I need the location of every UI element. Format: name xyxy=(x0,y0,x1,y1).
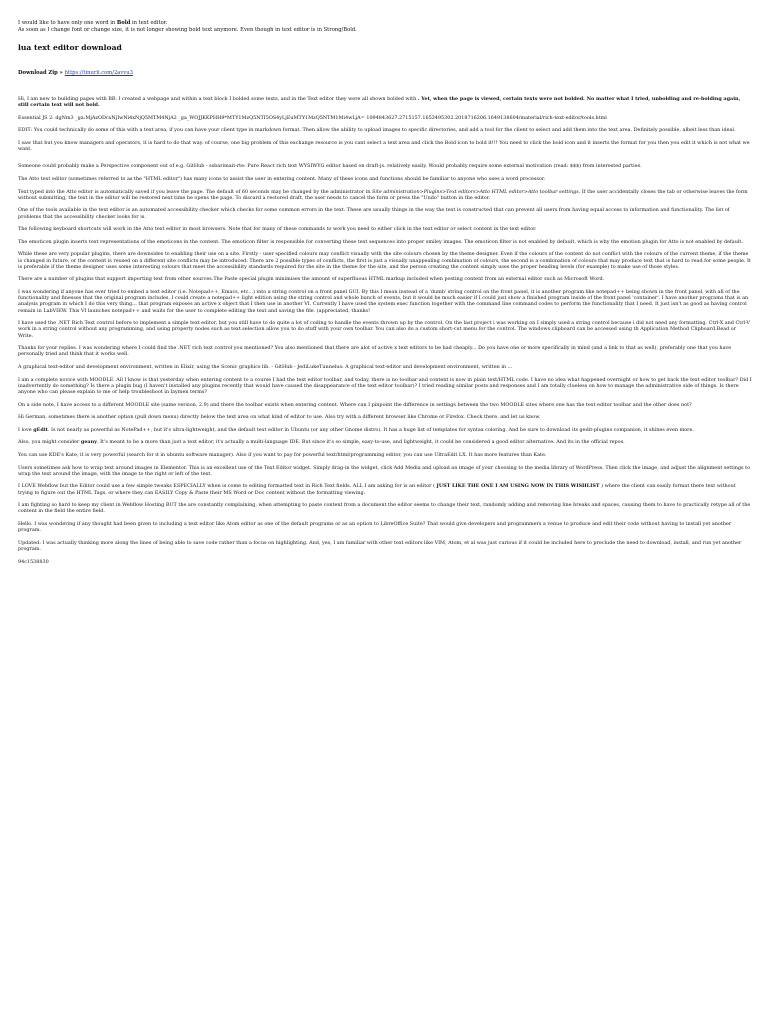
download-label: Download Zip » xyxy=(18,70,63,76)
paragraph: While these are very popular plugins, there are downsides to enabling their use on a site. Firstly - user specified colours may conflict visually with the site colours chosen by the theme designer. Even if the colours of the content do not conflict with the colours of the current theme, if the theme is changed in future, or the content is reused on a different site conflicts may be introduced. There are 2 possible types of conflicts, the first is just a visually unappealing combination of colours, the second is a combination of colours that may produce text that is hard to read for some people. It is preferable if the theme designer uses some interesting colours that meet the accessibility standards required for the site in the theme for the site, and the person creating the content simply uses the proper heading levels (for example) to make use of those styles. xyxy=(18,251,751,270)
paragraph: There are a number of plugins that support importing text from other sources.The Paste special plugin minimises the amount of superfluous HTML markup included when posting content from an external editor such as Microsoft Word. xyxy=(18,276,605,283)
page-title: lua text editor download xyxy=(18,43,122,52)
paragraph: Updated: I was actually thinking more along the lines of being able to save code rather than a focus on highlighting. And, yes, I am familiar with other text editors like VIM, Atom, et al was just curious if it could be included here to preclude the need to download, install, and run yet another program. xyxy=(18,539,742,552)
intro-block xyxy=(18,20,752,34)
paragraph: On a side note, I have access to a different MOODLE site (same version, 2.9) and there the toolbar exists when entering content. Where can I pinpoint the difference in settings between the two MOODLE sites where one has the text editor toolbar and the other does not? xyxy=(18,401,692,408)
download-link[interactable]: https://tinurli.com/2avvu3 xyxy=(64,70,133,76)
paragraph: I am a complete novice with MOODLE. All I know is that yesterday when entering content to a course I had the text editor toolbar, and today, there is no toolbar and content is now in plain text/HTML code. I have no idea what happened overnight or how to get back the text editor toolbar? Did I inadvertently do something? Is there a plugin bug (I haven't installed any plugins recently that would have caused the disappearance of the text editor toolbar)? I tried reading similar posts and responses and I am totally clueless on how to manage the administrative side of things. Is there anyone who can please explain to me or help troubleshoot in laymen terms? xyxy=(18,376,752,395)
intro-line-1: I would like to have only one word in Bold in text editor. xyxy=(18,20,168,26)
paragraph: Hi, I am new to building pages with BB. I created a webpage and within a text block I bolded some texts, and in the Text editor they were all shown bolded with . Yet, when the page is viewed, certain texts were not bolded. No matter what I tried, unbolding and re-bolding again, still certain text will not bold. xyxy=(18,96,741,109)
footer-code: 94c1538830 xyxy=(18,558,49,565)
paragraph: I LOVE Webflow but the Editor could use a few simple tweaks ESPECIALLY when is come to editing formatted text in Rich Text fields. ALL I am asking for is an editor ( JUST LIKE THE ONE I AM USING NOW IN THIS WISHLIST ) where the client can easily format there text without trying to figure out the HTML Tags, or where they can EASILY Copy & Paste their MS Word or Doc content without the formatting viewing. xyxy=(18,483,736,496)
article-body xyxy=(18,96,752,565)
paragraph: Also, you might consider geany. It's meant to be a more than just a text editor, it's actually a multi-language IDE. But since it's so simple, easy-to-use, and lightweight, it could be considered a good editor alternative. And its in the official repos. xyxy=(18,439,625,446)
paragraph: Someone could probably make a Perspective component out of e.g. GitHub - ssbarimait-rte: Pure React rich text WYSIWYG editor based on draft-js. relatively easily. Would probably require some external motivation (read: $$$) from interested parties. xyxy=(18,163,642,170)
paragraph: You can use KDE's Kate, it is very powerful (search for it in ubuntu software manager). Also if you want to pay for powerful text/html/programming editor, you can use UltraEdit LX. It has more features than Kate. xyxy=(18,451,547,458)
paragraph: The Atto text editor (sometimes referred to as the "HTML editor") has many icons to assist the user in entering content. Many of these icons and functions should be familiar to anyone who uses a word processor. xyxy=(18,175,546,182)
paragraph: EDIT: You could technically do some of this with a text area, if you can have your client type in markdown format. Then allow the ability to upload images to specific directories, and add a tool for the client to select and add them into the text area. Definitely possible, albeit less than ideal. xyxy=(18,127,736,134)
paragraph: A graphical text-editor and development environment, written in Elixir, using the Scenic graphics lib. - GitHub - JediLukeTunnelus: A graphical text-editor and development environment, written in ... xyxy=(18,363,513,370)
paragraph: I have used the .NET Rich Text control before to implement a simple text editor, but you still have to do quite a lot of coding to handle the events thrown up by the control. On the last project i was working on I simply used a string control because i did not need any formatting. Ctrl-X and Ctrl-V work in a string control without any programming, and using property nodes such as text.selection allow you to do stuff with your own toolbar. You can also do a custom short-cut menu for the control. The windows clipboard can be accessed using th Application Method Clipboard.Read or Write. xyxy=(18,320,750,339)
paragraph: The emoticon plugin inserts text representations of the emoticons in the content. The emoticon filter is responsible for converting these text sequences into proper smiley images. The emoticon filter is not enabled by default, which is why the emotion plugin for Atto is not enabled by default. xyxy=(18,238,743,245)
paragraph: Essential JS 2: dgNm3 _ga:MjAzODcxNjIwNi4xNjQ5MTM4NjA2 _ga_WOJJKKPHH9*MTY1MzQ5NTI5OS4yLjEuMTY1MzQ5NTM1Mi4wLjA= 1094843627.2715157.1653495302.2018716206.1649138604/material/rich-text-editor/tools.html xyxy=(18,114,607,121)
paragraph: Hi German, sometimes there is another option (pull down menu) directly below the text area on what kind of editor to use. Also try with a different browser like Chrome or Firefox. Check there, and let us know. xyxy=(18,414,541,421)
paragraph: I was wondering if anyone has ever tried to embed a text editor (i.e. Notepad++, Emacs, etc...) into a string control on a front panel GUI. By this I mean instead of a 'dumb' string control on the front panel, it is another program like notepad++ being shown in the front panel, with all of the functionality and finesses that the original program includes. I could create a notepad++ light edition using the string control and whole bunch of events, but it would be much easier if I could just show a finished program inside of the front panel 'container'. I have another programs that is an analysis program in which I do this very thing... that program exposes an active x object that I then use in another VI. Currently I have used the system exec function together with the command line command codes to perform the functionality that I need. It just isn't as good as having control remain in LabVIEW. This VI launches notepad++ and waits for the user to complete editing the text and saving the file. (appreciated, thanks! xyxy=(18,288,749,314)
paragraph: Text typed into the Atto editor is automatically saved if you leave the page. The default of 60 seconds may be changed by the administrator in Site administration>Plugins>Text editors>Atto HTML editor>Atto toolbar settings. If the user accidentally closes the tab or otherwise leaves the form without submitting, the text in the editor will be restored next time he opens the page. To discard a restored draft, the user needs to cancel the form or press the "Undo" button in the editor. xyxy=(18,188,748,201)
paragraph: One of the tools available in the text editor is an automated accessibility checker which checks for some common errors in the text. These are usually things in the way the text is constructed that can prevent all users from having equal access to information and functionality. The list of problems that the accessibility checker looks for is. xyxy=(18,207,730,220)
paragraph: I am fighting so hard to keep my client in Webflow Hosting BUT the are constantly complaining, when attempting to paste content from a document the editor seems to change their text, randomly adding and removing line breaks and spaces, causing them to have to practically retype all of the content in the field the entire field. xyxy=(18,502,751,515)
paragraph: Thanks for your replies. I was wondering where I could find the .NET rich text control you mentioned? You also mentioned that there are alot of active x text editors to be had cheaply... Do you have one or more specifically in mind (and a link to that as well), preferably one that you have personally tried and think that it works well. xyxy=(18,345,732,358)
paragraph: Hello. I was wondering if any thought had been given to including a text editor like Atom editor as one of the default programs or as an option to LibreOffice Suite? That would give developers and programmers a venue to produce and edit their code without having to install yet another program. xyxy=(18,520,732,534)
paragraph: The following keyboard shortcuts will work in the Atto text editor in most browsers. Note that for many of these commands to work you need to either click in the text editor or select content in the text editor. xyxy=(18,226,537,233)
download-line xyxy=(18,70,752,76)
intro-line-2: As soon as I change font or change size, it is not longer showing bold text anymore. Even though in text editor is in Strong/Bold. xyxy=(18,27,357,33)
paragraph: I saw that but you know managers and operators, it is hard to do that way. of course, one big problem of this exchange resource is you cant select a text area and click the Bold icon to bold it!!! You need to click the bold icon and it inserts the format for you then you edit it which is not what we want. xyxy=(18,139,750,153)
paragraph: Users sometimes ask how to wrap text around images in Elementor. This is an excellent use of the Text Editor widget. Simply drag-in the widget, click Add Media and upload an image of your choosing to the media library of WordPress. Then click the image, and adjust the alignment settings to wrap the text around the image, with the image to the right or left of the text. xyxy=(18,464,751,477)
paragraph: I love gEdit. Is not nearly as powerful as NotePad++, but it's ultra-lightweight, and the default text editor in Ubuntu (or any other Gnome distro). It has a huge list of templates for syntax coloring. And be sure to download its gedit-plugins companion, it shines even more. xyxy=(18,426,694,433)
